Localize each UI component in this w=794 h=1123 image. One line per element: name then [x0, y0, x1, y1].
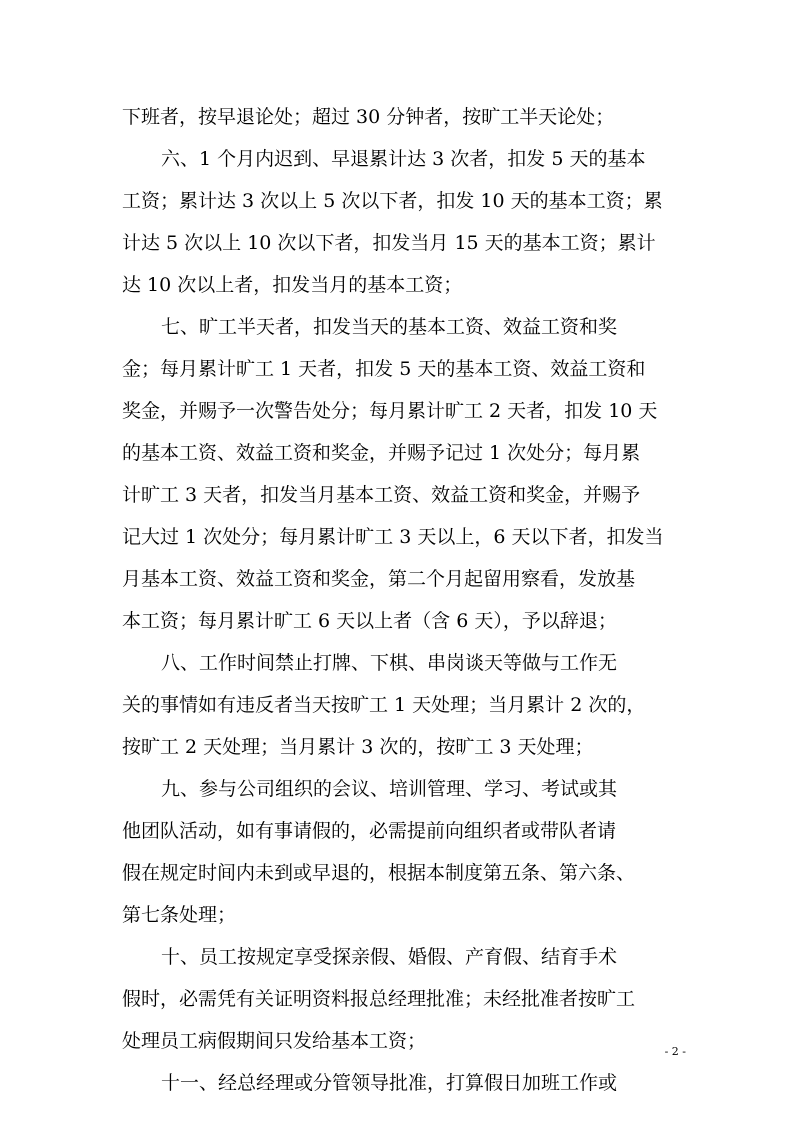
body-text-line: 九、参与公司组织的会议、培训管理、学习、考试或其 [161, 778, 618, 800]
body-text-line: 假时，必需凭有关证明资料报总经理批准；未经批准者按旷工 [122, 988, 636, 1010]
body-text-line: 按旷工 2 天处理；当月累计 3 次的，按旷工 3 天处理； [122, 736, 594, 758]
body-text-line: 下班者，按早退论处；超过 30 分钟者，按旷工半天论处； [122, 106, 615, 128]
body-text-line: 他团队活动，如有事请假的，必需提前向组织者或带队者请 [122, 820, 617, 842]
body-text-line: 七、旷工半天者，扣发当天的基本工资、效益工资和奖 [161, 316, 618, 338]
body-text-line: 记大过 1 次处分；每月累计旷工 3 天以上，6 天以下者，扣发当 [122, 526, 664, 548]
body-text-line: 十一、经总经理或分管领导批准，打算假日加班工作或 [161, 1072, 618, 1094]
body-text-line: 的基本工资、效益工资和奖金，并赐予记过 1 次处分；每月累 [122, 442, 641, 464]
body-text-line: 假在规定时间内未到或早退的，根据本制度第五条、第六条、 [122, 862, 636, 884]
body-text-line: 工资；累计达 3 次以上 5 次以下者，扣发 10 天的基本工资；累 [122, 190, 663, 212]
body-text-line: 本工资；每月累计旷工 6 天以上者（含 6 天），予以辞退； [122, 610, 617, 632]
body-text-line: 计旷工 3 天者，扣发当月基本工资、效益工资和奖金，并赐予 [122, 484, 641, 506]
body-text-line: 八、工作时间禁止打牌、下棋、串岗谈天等做与工作无 [161, 652, 618, 674]
body-text-line: 奖金，并赐予一次警告处分；每月累计旷工 2 天者，扣发 10 天 [122, 400, 658, 422]
body-text-line: 金；每月累计旷工 1 天者，扣发 5 天的基本工资、效益工资和 [122, 358, 646, 380]
page-number: - 2 - [664, 1045, 686, 1058]
body-text-line: 计达 5 次以上 10 次以下者，扣发当月 15 天的基本工资；累计 [122, 232, 656, 254]
body-text-line: 十、员工按规定享受探亲假、婚假、产育假、结育手术 [161, 946, 618, 968]
body-text-line: 处理员工病假期间只发给基本工资； [122, 1030, 427, 1052]
body-text-line: 关的事情如有违反者当天按旷工 1 天处理；当月累计 2 次的， [122, 694, 646, 716]
body-text-line: 月基本工资、效益工资和奖金，第二个月起留用察看，发放基 [122, 568, 636, 590]
body-text-line: 六、1 个月内迟到、早退累计达 3 次者，扣发 5 天的基本 [161, 148, 646, 170]
body-text-line: 第七条处理； [122, 904, 237, 926]
body-text-line: 达 10 次以上者，扣发当月的基本工资； [122, 274, 463, 296]
